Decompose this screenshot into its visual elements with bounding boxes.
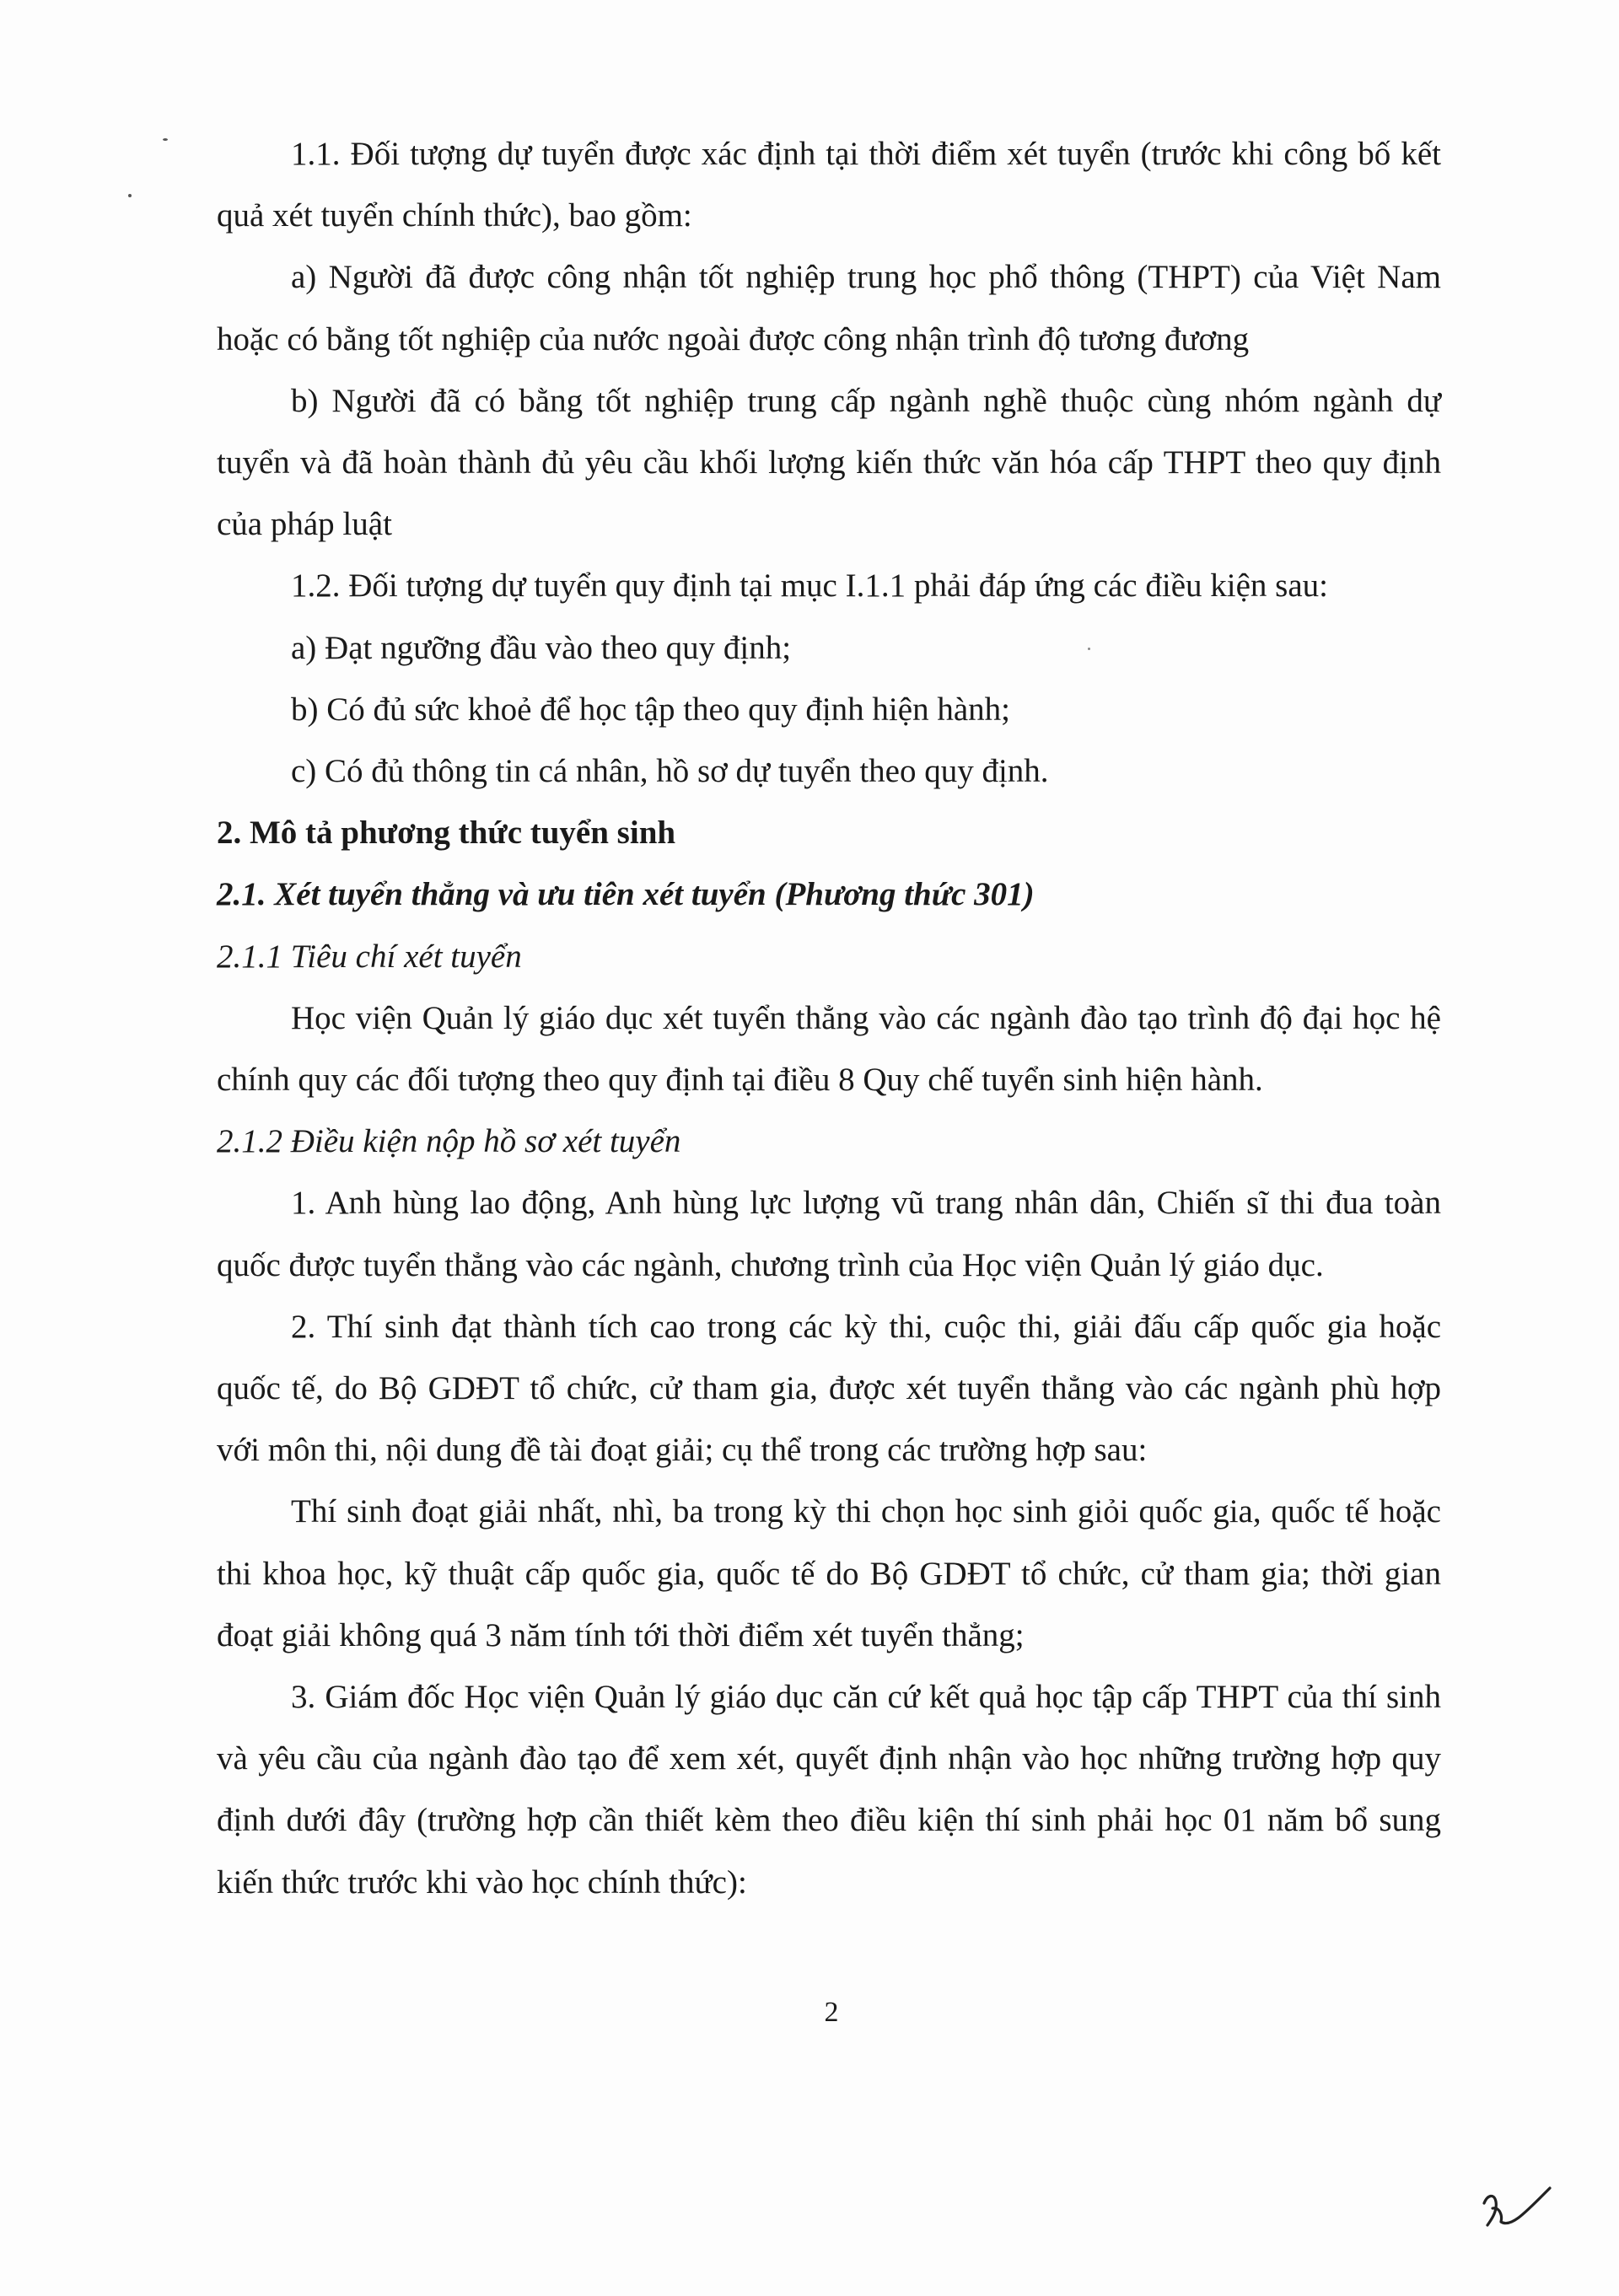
paragraph-2-1-2-item-3: 3. Giám đốc Học viện Quản lý giáo dục căn cứ kết quả học tập cấp THPT của thí sinh và yêu cầu của ngành đào tạo để xem xét, quyết định nhận vào học những trường hợp quy định dưới đây (trường hợp cần thiết kèm theo điều kiện thí sinh phải học 01 năm bổ sung kiến thức trước khi vào học chính thức):: [217, 1679, 1441, 1901]
subsection-heading-2-1-2: 2.1.2 Điều kiện nộp hồ sơ xét tuyển: [217, 1123, 681, 1160]
paragraph-2-1-2-item-1: 1. Anh hùng lao động, Anh hùng lực lượng vũ trang nhân dân, Chiến sĩ thi đua toàn quốc được tuyển thẳng vào các ngành, chương trình của Học viện Quản lý giáo dục.: [217, 1185, 1441, 1283]
document-body: [217, 123, 1441, 1913]
subsection-heading-2-1-1: 2.1.1 Tiêu chí xét tuyển: [217, 938, 522, 975]
paragraph-1-2-a: a) Đạt ngưỡng đầu vào theo quy định;: [291, 629, 792, 666]
page-number: 2: [824, 1997, 839, 2028]
paragraph-1-1-a: a) Người đã được công nhận tốt nghiệp trung học phổ thông (THPT) của Việt Nam hoặc có bằng tốt nghiệp của nước ngoài được công nhận trình độ tương đương: [217, 259, 1441, 358]
paragraph-1-2-c: c) Có đủ thông tin cá nhân, hồ sơ dự tuyển theo quy định.: [291, 753, 1049, 790]
paragraph-1-2: 1.2. Đối tượng dự tuyển quy định tại mục I.1.1 phải đáp ứng các điều kiện sau:: [291, 567, 1328, 605]
paragraph-2-1-2-item-2-detail: Thí sinh đoạt giải nhất, nhì, ba trong kỳ thi chọn học sinh giỏi quốc gia, quốc tế hoặc thi khoa học, kỹ thuật cấp quốc gia, quốc tế do Bộ GDĐT tổ chức, cử tham gia; thời gian đoạt giải không quá 3 năm tính tới thời điểm xét tuyển thẳng;: [217, 1493, 1441, 1653]
paragraph-1-2-b: b) Có đủ sức khoẻ để học tập theo quy định hiện hành;: [291, 691, 1010, 728]
handwritten-initials: [1476, 2178, 1560, 2245]
paragraph-1-1: 1.1. Đối tượng dự tuyển được xác định tại thời điểm xét tuyển (trước khi công bố kết quả xét tuyển chính thức), bao gồm:: [217, 136, 1441, 234]
paragraph-1-1-b: b) Người đã có bằng tốt nghiệp trung cấp ngành nghề thuộc cùng nhóm ngành dự tuyển và đã hoàn thành đủ yêu cầu khối lượng kiến thức văn hóa cấp THPT theo quy định của pháp luật: [217, 382, 1441, 543]
section-heading-2: 2. Mô tả phương thức tuyển sinh: [217, 815, 676, 852]
paragraph-2-1-2-item-2: 2. Thí sinh đạt thành tích cao trong các kỳ thi, cuộc thi, giải đấu cấp quốc gia hoặc quốc tế, do Bộ GDĐT tổ chức, cử tham gia, được xét tuyển thẳng vào các ngành phù hợp với môn thi, nội dung đề tài đoạt giải; cụ thể trong các trường hợp sau:: [217, 1308, 1441, 1469]
scan-speck: [163, 138, 168, 141]
paragraph-2-1-1: Học viện Quản lý giáo dục xét tuyển thẳng vào các ngành đào tạo trình độ đại học hệ chính quy các đối tượng theo quy định tại điều 8 Quy chế tuyển sinh hiện hành.: [217, 999, 1441, 1099]
scan-speck: [128, 194, 132, 197]
subsection-heading-2-1: 2.1. Xét tuyển thẳng và ưu tiên xét tuyển (Phương thức 301): [217, 876, 1035, 913]
